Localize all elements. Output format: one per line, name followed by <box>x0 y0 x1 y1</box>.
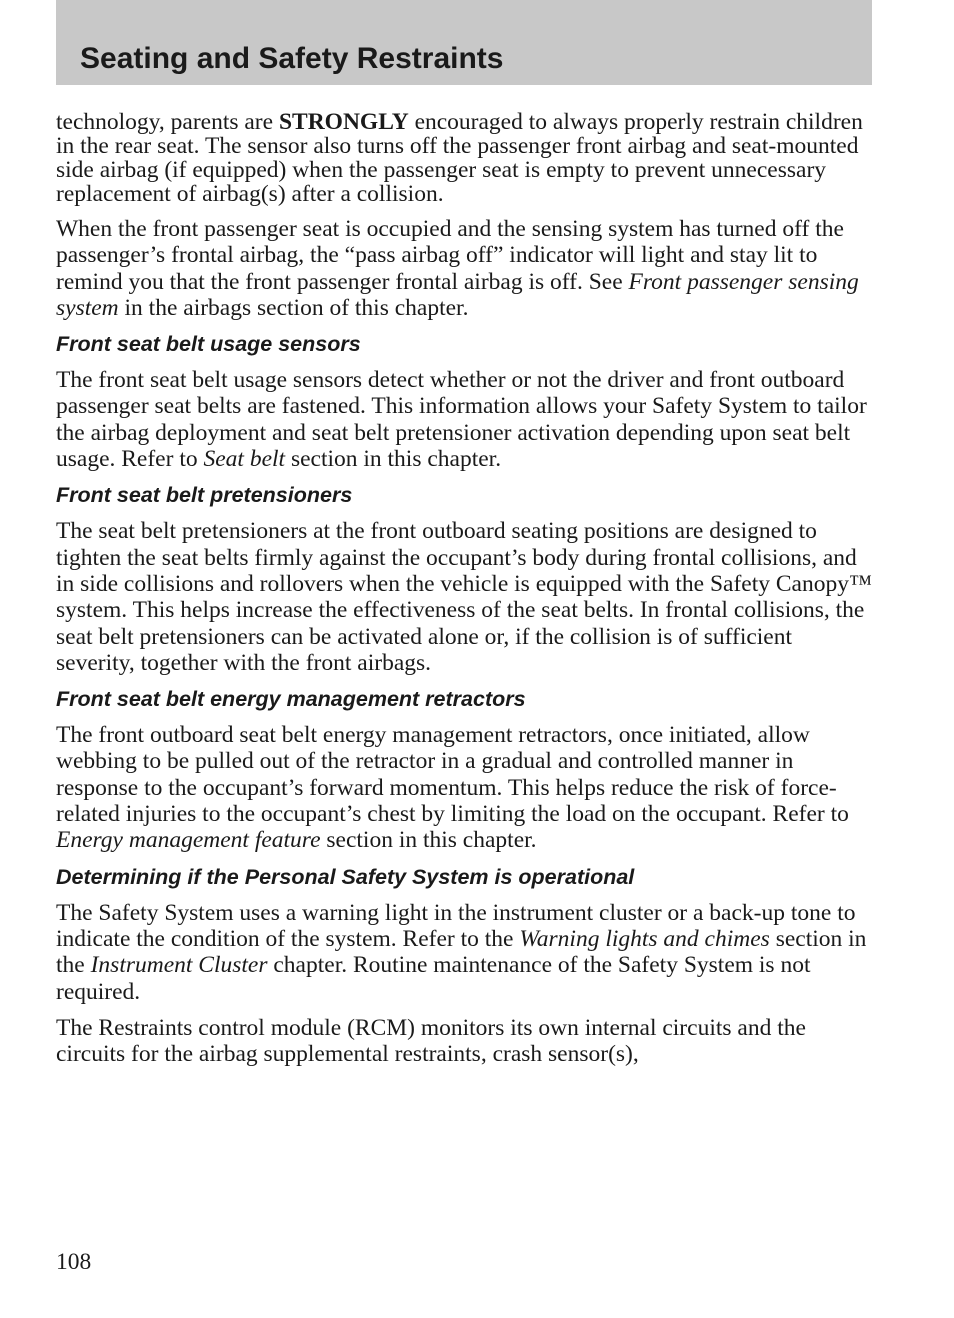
section-heading-pretensioners: Front seat belt pretensioners <box>56 483 353 508</box>
paragraph-rcm: The Restraints control module (RCM) monitors its own internal circuits and the circuits for the airbag supplemental restraints, crash sensor(s), <box>56 1014 806 1068</box>
paragraph-text: technology, parents are <box>56 109 279 135</box>
paragraph-warning-light <box>56 900 876 1005</box>
paragraph-text: in the airbags section of this chapter. <box>118 294 469 321</box>
paragraph-pretensioners: The seat belt pretensioners at the front outboard seating positions are designed to tighten the seat belts firmly against the occupant’s body during frontal collisions, and in side collisions and rollovers when the vehicle is equipped with the Safety Canopy™ system. This helps increase the effectiveness of the seat belts. In frontal collisions, the seat belt pretensioners can be activated alone or, if the collision is of sufficient severity, together with the front airbags. <box>56 518 872 676</box>
paragraph-text: section in the <box>56 925 867 979</box>
section-heading-retractors: Front seat belt energy management retractors <box>56 687 526 712</box>
paragraph-text: The front outboard seat belt energy management retractors, once initiated, allow webbing to be pulled out of the retractor in a gradual and controlled manner in response to the occupant’s forward momentum. This helps reduce the risk of force-related injuries to the occupant’s chest by limiting the load on the occupant. Refer to <box>56 722 849 828</box>
header-bar <box>56 0 872 85</box>
paragraph-text: chapter. Routine maintenance of the Safety System is not required. <box>56 952 811 1005</box>
page-title: Seating and Safety Restraints <box>80 42 504 75</box>
paragraph-text: section in this chapter. <box>285 446 502 473</box>
cross-reference: Front passenger sensing system <box>56 268 859 321</box>
paragraph-intro <box>56 110 876 206</box>
paragraph-usage-sensors <box>56 367 876 472</box>
emphasis-text: STRONGLY <box>278 109 409 135</box>
paragraph-text: section in this chapter. <box>320 827 537 854</box>
paragraph-retractors <box>56 722 876 853</box>
paragraph-text: The Safety System uses a warning light in the instrument cluster or a back-up tone to indicate the condition of the system. Refer to the <box>56 899 856 952</box>
section-heading-usage-sensors: Front seat belt usage sensors <box>56 332 361 357</box>
cross-reference: Seat belt <box>203 446 286 473</box>
page-content <box>56 110 876 1077</box>
paragraph-pass-airbag-off <box>56 216 876 321</box>
paragraph-text: The front seat belt usage sensors detect whether or not the driver and front outboard passenger seat belts are fastened. This information allows your Safety System to tailor the airbag deployment and seat belt pretensioner activation depending upon seat belt usage. Refer to <box>56 367 867 473</box>
cross-reference: Instrument Cluster <box>90 952 268 979</box>
cross-reference: Energy management feature <box>56 827 321 854</box>
cross-reference: Warning lights and chimes <box>519 925 770 952</box>
page-number: 108 <box>56 1249 92 1275</box>
paragraph-text: When the front passenger seat is occupied and the sensing system has turned off the passenger’s frontal airbag, the “pass airbag off” indicator will light and stay lit to remind you that the front passenger frontal airbag is off. See <box>56 216 844 295</box>
section-heading-operational: Determining if the Personal Safety System is operational <box>56 864 635 889</box>
paragraph-text: encouraged to always properly restrain children in the rear seat. The sensor also turns off the passenger front airbag and seat-mounted side airbag (if equipped) when the passenger seat is empty to prevent unnecessary replacement of airbag(s) after a collision. <box>56 109 863 207</box>
